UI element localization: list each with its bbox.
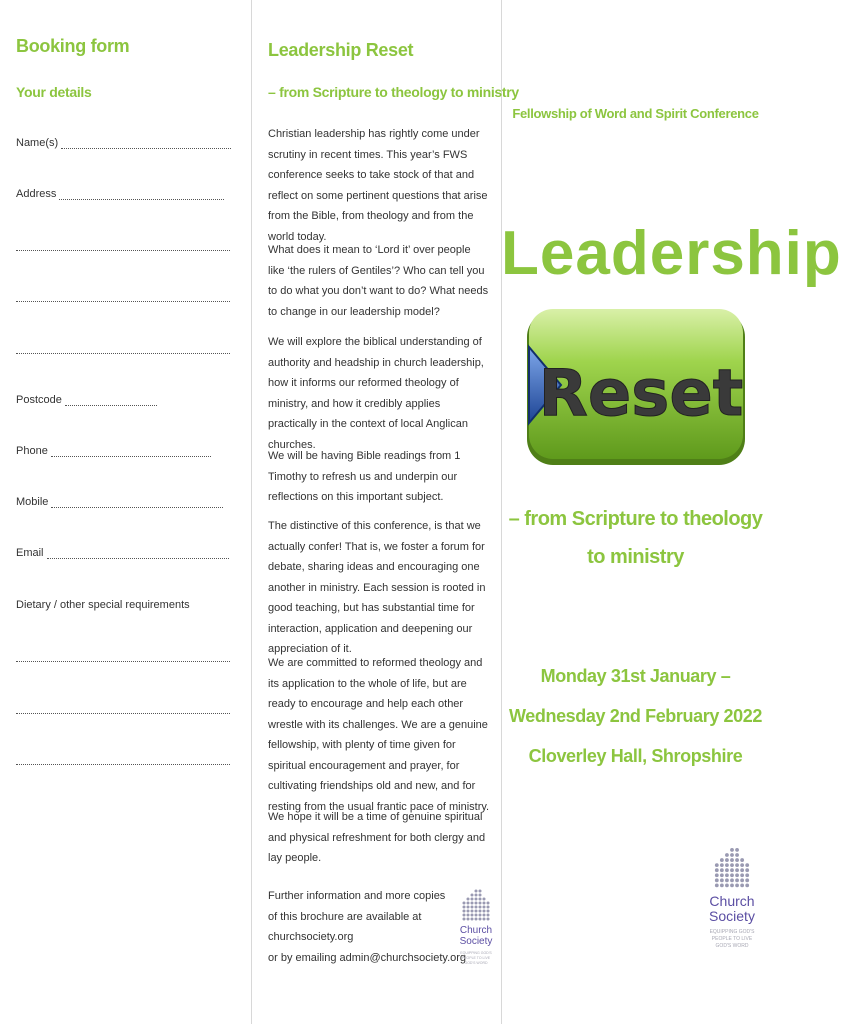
fold-line-left xyxy=(251,0,252,1024)
logo-strapline: PEOPLE TO LIVE xyxy=(461,955,491,960)
dietary-line-2-field[interactable] xyxy=(16,702,234,714)
logo-name-line: Church xyxy=(459,925,493,936)
intro-paragraph: We will be having Bible readings from 1 Timothy to refresh us and underpin our reflections on this important subject. xyxy=(268,450,461,503)
address-field[interactable]: Address xyxy=(16,188,234,200)
dietary-requirements-label: Dietary / other special requirements xyxy=(16,599,190,611)
name-field[interactable]: Name(s) xyxy=(16,137,234,149)
mobile-field[interactable]: Mobile xyxy=(16,496,234,508)
reset-button-graphic xyxy=(521,307,749,469)
venue: Cloverley Hall, Shropshire xyxy=(528,746,743,766)
conference-name: Fellowship of Word and Spirit Conference xyxy=(512,106,759,121)
intro-paragraph: We are committed to reformed theology and its application to the whole of life, but are ready to encourage and help each other wrestle with its challenges. We are a genuine fellowship, with plenty of time given for spiritual encouragement and prayer, for cultivating friendships old and new, and for resting from the usual frantic pace of ministry. xyxy=(268,657,490,813)
church-society-logo-small xyxy=(454,888,498,966)
address-line-2-field[interactable] xyxy=(16,239,234,251)
logo-name-line: Church xyxy=(709,893,755,909)
logo-name-line: Society xyxy=(459,935,493,947)
logo-strapline: PEOPLE TO LIVE xyxy=(711,936,753,943)
cover-panel xyxy=(501,0,842,1024)
tagline-line-2: to ministry xyxy=(587,546,684,568)
contact-info xyxy=(268,886,467,968)
intro-paragraph: Christian leadership has rightly come under scrutiny in recent times. This year’s FWS conference seeks to take stock of that and reflect on some pertinent questions that arise from the Bible, from theology and from the world today. xyxy=(268,128,488,243)
booking-form-title: Booking form xyxy=(16,36,130,56)
email-field[interactable]: Email xyxy=(16,547,234,559)
dietary-line-1-field[interactable] xyxy=(16,650,234,662)
logo-name-line: Society xyxy=(709,907,755,924)
church-society-logo xyxy=(707,846,757,950)
website-link[interactable]: churchsociety.org xyxy=(268,931,354,943)
address-line-4-field[interactable] xyxy=(16,342,234,354)
contact-line: Further information and more copies xyxy=(268,890,446,902)
cover-headline: Leadership xyxy=(501,219,842,288)
address-line-3-field[interactable] xyxy=(16,290,234,302)
logo-strapline: GOD'S WORD xyxy=(464,960,488,965)
reset-button-icon xyxy=(521,307,749,469)
your-details-heading: Your details xyxy=(16,84,92,100)
reset-label: Reset xyxy=(538,357,744,431)
phone-field[interactable]: Phone xyxy=(16,445,234,457)
intro-paragraph: We hope it will be a time of genuine spiritual and physical refreshment for both clergy and lay people. xyxy=(268,811,486,864)
intro-title: Leadership Reset xyxy=(268,40,414,60)
intro-paragraph: The distinctive of this conference, is that we actually confer! That is, we foster a forum for debate, sharing ideas and encouraging one another in ministry. Each session is rooted in good teaching, but has substantial time for interaction, application and deepening our appreciation of it. xyxy=(268,520,486,655)
cover-tagline xyxy=(501,500,770,576)
intro-paragraph: What does it mean to ‘Lord it’ over people like ‘the rulers of Gentiles’? Who can tell you to do what you don’t want to do? What needs to change in our leadership model? xyxy=(268,244,489,318)
postcode-field[interactable]: Postcode xyxy=(16,394,234,406)
contact-line: of this brochure are available at xyxy=(268,910,422,923)
tagline-line-1: – from Scripture to theology xyxy=(508,508,763,530)
date-start: Monday 31st January – xyxy=(540,666,731,686)
intro-subtitle: – from Scripture to theology to ministry xyxy=(268,84,519,100)
logo-strapline: EQUIPPING GOD'S xyxy=(460,951,492,955)
email-link[interactable]: or by emailing admin@churchsociety.org xyxy=(268,951,467,964)
dietary-line-3-field[interactable] xyxy=(16,753,234,765)
logo-strapline: EQUIPPING GOD'S xyxy=(709,929,755,936)
logo-strapline: GOD'S WORD xyxy=(715,943,749,950)
date-end: Wednesday 2nd February 2022 xyxy=(509,706,762,726)
intro-paragraph: We will explore the biblical understanding of authority and headship in church leadership, how it informs our reformed theology of ministry, and how it credibly applies practically in the context of local Anglican churches. xyxy=(268,336,484,451)
